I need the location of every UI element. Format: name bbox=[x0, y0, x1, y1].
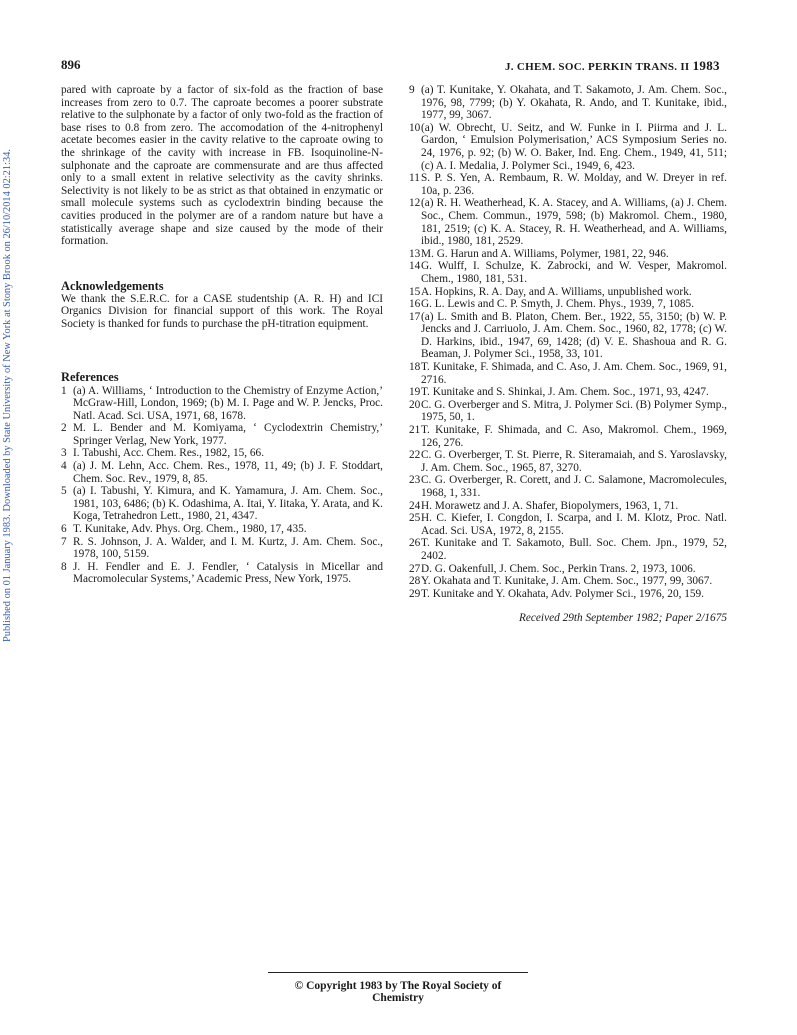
reference-number: 12 bbox=[409, 197, 421, 210]
reference-number: 29 bbox=[409, 587, 421, 600]
reference-item bbox=[409, 449, 727, 474]
reference-number: 4 bbox=[61, 460, 67, 473]
reference-item bbox=[409, 311, 727, 361]
references-heading: References bbox=[61, 369, 119, 384]
reference-text: T. Kunitake, Adv. Phys. Org. Chem., 1980, 17, 435. bbox=[73, 523, 307, 536]
reference-text: I. Tabushi, Acc. Chem. Res., 1982, 15, 66. bbox=[73, 447, 265, 460]
reference-number: 14 bbox=[409, 260, 421, 273]
reference-number: 20 bbox=[409, 398, 421, 411]
reference-item bbox=[409, 386, 727, 399]
reference-text: (a) J. M. Lehn, Acc. Chem. Res., 1978, 11, 49; (b) J. F. Stoddart, Chem. Soc. Rev., 1979, 8, 85. bbox=[73, 460, 383, 485]
reference-text: R. S. Johnson, J. A. Walder, and I. M. Kurtz, J. Am. Chem. Soc., 1978, 100, 5159. bbox=[73, 535, 383, 561]
reference-number: 11 bbox=[409, 172, 420, 185]
reference-text: S. P. S. Yen, A. Rembaum, R. W. Molday, and W. Dreyer in ref. 10a, p. 236. bbox=[421, 172, 727, 197]
reference-text: G. Wulff, I. Schulze, K. Zabrocki, and W. Vesper, Makromol. Chem., 1980, 181, 531. bbox=[421, 260, 727, 285]
reference-item bbox=[409, 122, 727, 172]
reference-text: Y. Okahata and T. Kunitake, J. Am. Chem. Soc., 1977, 99, 3067. bbox=[421, 575, 713, 588]
reference-number: 25 bbox=[409, 512, 421, 525]
reference-text: C. G. Overberger and S. Mitra, J. Polymer Sci. (B) Polymer Symp., 1975, 50, 1. bbox=[421, 398, 727, 424]
journal-title: J. CHEM. SOC. PERKIN TRANS. II bbox=[505, 61, 690, 73]
reference-number: 9 bbox=[409, 84, 415, 96]
left-column bbox=[61, 84, 383, 586]
reference-number: 26 bbox=[409, 537, 421, 550]
reference-item bbox=[61, 422, 383, 447]
reference-number: 21 bbox=[409, 424, 421, 437]
journal-year: 1983 bbox=[692, 58, 720, 73]
reference-item bbox=[409, 537, 727, 562]
reference-item bbox=[409, 172, 727, 197]
reference-item bbox=[409, 361, 727, 386]
reference-text: H. C. Kiefer, I. Congdon, I. Scarpa, and I. M. Klotz, Proc. Natl. Acad. Sci. USA, 1972, 8, 2155. bbox=[421, 512, 727, 537]
reference-item bbox=[61, 485, 383, 523]
reference-item bbox=[409, 500, 727, 513]
footer-rule bbox=[268, 972, 528, 973]
received-date: Received 29th September 1982; bbox=[518, 612, 663, 625]
reference-number: 15 bbox=[409, 285, 421, 298]
acknowledgements-heading: Acknowledgements bbox=[61, 278, 164, 293]
reference-number: 24 bbox=[409, 499, 421, 512]
reference-text: T. Kunitake, F. Shimada, and C. Aso, J. Am. Chem. Soc., 1969, 91, 2716. bbox=[421, 361, 727, 386]
reference-item bbox=[409, 424, 727, 449]
reference-text: M. L. Bender and M. Komiyama, ‘ Cyclodextrin Chemistry,’ Springer Verlag, New York, 1977. bbox=[73, 422, 383, 447]
reference-item bbox=[409, 298, 727, 311]
reference-item bbox=[61, 460, 383, 485]
reference-text: (a) L. Smith and B. Platon, Chem. Ber., 1922, 55, 3150; (b) W. P. Jencks and J. Carriuolo, J. Am. Chem. Soc., 1960, 82, 1778; (c) W. D. Harkins, ibid., 1947, 69, 1428; (d) V. E. Shashoua and R. G. Beaman, J. Polymer Sci., 1958, 33, 101. bbox=[421, 310, 727, 361]
reference-number: 28 bbox=[409, 575, 421, 588]
reference-number: 27 bbox=[409, 562, 421, 575]
reference-item bbox=[61, 561, 383, 586]
reference-text: (a) I. Tabushi, Y. Kimura, and K. Yamamura, J. Am. Chem. Soc., 1981, 103, 6486; (b) K. Odashima, A. Itai, Y. Iitaka, Y. Arata, and K. Koga, Tetrahedron Lett., 1980, 21, 4347. bbox=[73, 485, 383, 523]
reference-number: 7 bbox=[61, 535, 67, 548]
reference-number: 13 bbox=[409, 247, 421, 260]
reference-text: (a) R. H. Weatherhead, K. A. Stacey, and A. Williams, (a) J. Chem. Soc., Chem. Commun., 1979, 598; (b) Makromol. Chem., 1980, 181, 2519; (c) K. A. Stacey, R. H. Weatherhead, and A. Williams, ibid., 1980, 181, 2529. bbox=[421, 197, 727, 248]
reference-number: 10 bbox=[409, 121, 421, 134]
reference-item bbox=[409, 512, 727, 537]
reference-item bbox=[61, 447, 383, 460]
paper-id: Paper 2/1675 bbox=[665, 612, 727, 625]
page-number: 896 bbox=[61, 57, 81, 72]
reference-item bbox=[61, 536, 383, 561]
reference-list-right bbox=[409, 84, 727, 600]
received-line bbox=[409, 612, 727, 625]
reference-text: (a) T. Kunitake, Y. Okahata, and T. Sakamoto, J. Am. Chem. Soc., 1976, 98, 7799; (b) Y. Okahata, R. Ando, and T. Kunitake, ibid., 1977, 99, 3067. bbox=[421, 84, 727, 122]
reference-text: A. Hopkins, R. A. Day, and A. Williams, unpublished work. bbox=[421, 285, 692, 298]
reference-number: 18 bbox=[409, 361, 421, 374]
download-watermark: Published on 01 January 1983. Downloaded by State University of New York at Stony Brook on 26/10/2014 02:21:34. bbox=[2, 149, 13, 642]
body-paragraph: pared with caproate by a factor of six-fold as the fraction of base increases from zero to 0.7. The caproate becomes a poorer substrate relative to the sulphonate by a factor of only two-fold as the fraction of base rises to 0.8 from zero. The accomodation of the 4-nitrophenyl acetate becomes easier in the cavity relative to the caproate owing to the shrinkage of the cavity with increase in FB. Isoquinoline-N-sulphonate and the caproate are commensurate and are thus affected only to a small extent in relative selectivity as the cavity shrinks. Selectivity is not likely to be as strict as that obtained in enzymatic or small molecule systems such as cyclodextrin binding because the cavities produced in the polymer are of a random nature but have a statistically average shape and size caused by the mode of their formation. bbox=[61, 84, 383, 248]
copyright-notice: © Copyright 1983 by The Royal Society of Chemistry bbox=[294, 980, 502, 1004]
reference-text: T. Kunitake and Y. Okahata, Adv. Polymer Sci., 1976, 20, 159. bbox=[421, 587, 705, 600]
reference-number: 3 bbox=[61, 447, 67, 460]
reference-number: 17 bbox=[409, 310, 421, 323]
reference-item bbox=[409, 197, 727, 247]
reference-number: 22 bbox=[409, 449, 421, 462]
reference-item bbox=[61, 385, 383, 423]
acknowledgements-text: We thank the S.E.R.C. for a CASE studentship (A. R. H) and ICI Organics Division for financial support of this work. The Royal Society is thanked for funds to purchase the pH-titration equipment. bbox=[61, 292, 383, 330]
reference-item bbox=[409, 474, 727, 499]
reference-text: (a) W. Obrecht, U. Seitz, and W. Funke in I. Piirma and J. L. Gardon, ‘ Emulsion Polymerisation,’ ACS Symposium Series no. 24, 1976, p. 92; (b) W. O. Baker, Ind. Eng. Chem., 1949, 41, 511; (c) A. I. Medalia, J. Polymer Sci., 1949, 6, 423. bbox=[421, 121, 727, 172]
reference-number: 8 bbox=[61, 560, 67, 573]
reference-number: 23 bbox=[409, 474, 421, 487]
reference-item bbox=[409, 575, 727, 588]
reference-item bbox=[409, 84, 727, 122]
reference-item bbox=[409, 260, 727, 285]
reference-number: 19 bbox=[409, 386, 421, 399]
reference-number: 5 bbox=[61, 485, 67, 498]
reference-item bbox=[409, 248, 727, 261]
reference-text: D. G. Oakenfull, J. Chem. Soc., Perkin Trans. 2, 1973, 1006. bbox=[421, 562, 696, 575]
reference-text: H. Morawetz and J. A. Shafer, Biopolymers, 1963, 1, 71. bbox=[421, 499, 679, 512]
reference-number: 16 bbox=[409, 298, 421, 311]
reference-text: J. H. Fendler and E. J. Fendler, ‘ Catalysis in Micellar and Macromolecular Systems,’ Academic Press, New York, 1975. bbox=[73, 560, 383, 586]
reference-item bbox=[409, 588, 727, 601]
reference-item bbox=[61, 523, 383, 536]
reference-item bbox=[409, 286, 727, 299]
reference-list-left bbox=[61, 385, 383, 587]
reference-item bbox=[409, 563, 727, 576]
reference-item bbox=[409, 399, 727, 424]
right-column bbox=[409, 84, 727, 625]
journal-header bbox=[505, 58, 720, 74]
reference-text: T. Kunitake and S. Shinkai, J. Am. Chem. Soc., 1971, 93, 4247. bbox=[421, 386, 709, 399]
reference-text: M. G. Harun and A. Williams, Polymer, 1981, 22, 946. bbox=[421, 247, 669, 260]
reference-text: G. L. Lewis and C. P. Smyth, J. Chem. Phys., 1939, 7, 1085. bbox=[421, 298, 695, 311]
reference-number: 1 bbox=[61, 384, 67, 397]
reference-text: (a) A. Williams, ‘ Introduction to the Chemistry of Enzyme Action,’ McGraw-Hill, London, 1969; (b) M. I. Page and W. P. Jencks, Proc. Natl. Acad. Sci. USA, 1971, 68, 1678. bbox=[73, 384, 383, 422]
reference-text: C. G. Overberger, T. St. Pierre, R. Siteramaiah, and S. Yaroslavsky, J. Am. Chem. Soc., 1965, 87, 3270. bbox=[421, 449, 727, 474]
reference-text: T. Kunitake, F. Shimada, and C. Aso, Makromol. Chem., 1969, 126, 276. bbox=[421, 424, 727, 449]
reference-number: 6 bbox=[61, 523, 67, 536]
reference-number: 2 bbox=[61, 422, 67, 435]
reference-text: T. Kunitake and T. Sakamoto, Bull. Soc. Chem. Jpn., 1979, 52, 2402. bbox=[421, 537, 727, 562]
reference-text: C. G. Overberger, R. Corett, and J. C. Salamone, Macromolecules, 1968, 1, 331. bbox=[421, 474, 727, 499]
